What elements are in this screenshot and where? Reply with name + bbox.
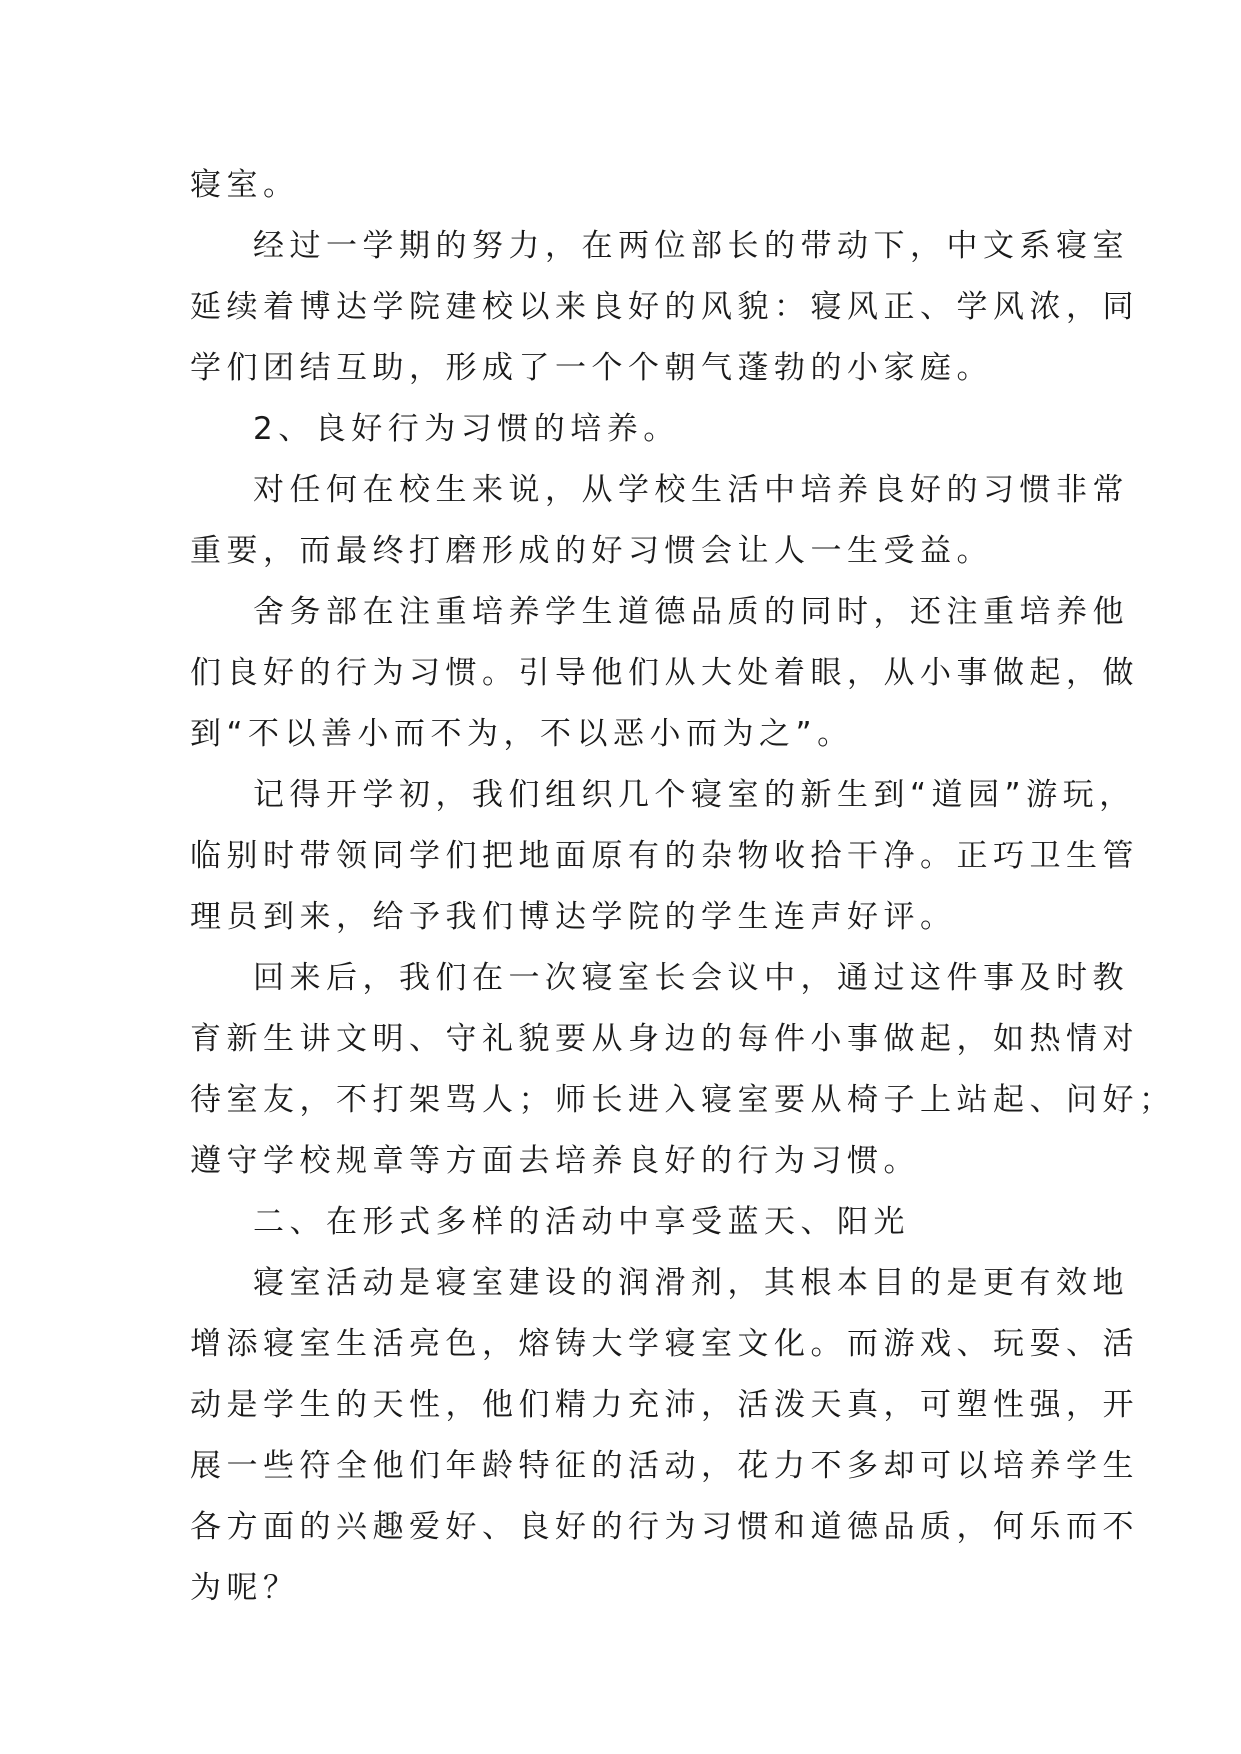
body-text-line: 们良好的行为习惯。引导他们从大处着眼，从小事做起，做	[190, 655, 1139, 691]
body-text-line: 为呢？	[190, 1570, 300, 1606]
body-text-line: 到“不以善小而不为，不以恶小而为之”。	[190, 716, 854, 752]
paragraph-first-line: 记得开学初，我们组织几个寝室的新生到“道园”游玩，	[253, 777, 1136, 813]
body-text-line: 重要，而最终打磨形成的好习惯会让人一生受益。	[190, 533, 993, 569]
body-text-line: 延续着博达学院建校以来良好的风貌：寝风正、学风浓，同	[190, 289, 1139, 325]
section-heading: 二、在形式多样的活动中享受蓝天、阳光	[253, 1204, 910, 1240]
body-text-line: 待室友，不打架骂人；师长进入寝室要从椅子上站起、问好；	[190, 1082, 1176, 1118]
body-text-line: 动是学生的天性，他们精力充沛，活泼天真，可塑性强，开	[190, 1387, 1139, 1423]
body-text-line: 学们团结互助，形成了一个个朝气蓬勃的小家庭。	[190, 350, 993, 386]
body-text-line: 各方面的兴趣爱好、良好的行为习惯和道德品质，何乐而不	[190, 1509, 1139, 1545]
body-text-line: 遵守学校规章等方面去培养良好的行为习惯。	[190, 1143, 920, 1179]
body-text-line: 育新生讲文明、守礼貌要从身边的每件小事做起，如热情对	[190, 1021, 1139, 1057]
paragraph-first-line: 舍务部在注重培养学生道德品质的同时，还注重培养他	[253, 594, 1129, 630]
paragraph-first-line: 经过一学期的努力，在两位部长的带动下，中文系寝室	[253, 228, 1129, 264]
body-text-line: 展一些符全他们年龄特征的活动，花力不多却可以培养学生	[190, 1448, 1139, 1484]
body-text-line: 增添寝室生活亮色，熔铸大学寝室文化。而游戏、玩耍、活	[190, 1326, 1139, 1362]
paragraph-first-line: 对任何在校生来说，从学校生活中培养良好的习惯非常	[253, 472, 1129, 508]
body-text-line: 临别时带领同学们把地面原有的杂物收拾干净。正巧卫生管	[190, 838, 1139, 874]
body-text-line: 寝室。	[190, 167, 300, 203]
section-heading: 2、良好行为习惯的培养。	[253, 411, 680, 447]
document-page	[190, 155, 1176, 1619]
body-text-line: 理员到来，给予我们博达学院的学生连声好评。	[190, 899, 957, 935]
paragraph-first-line: 寝室活动是寝室建设的润滑剂，其根本目的是更有效地	[253, 1265, 1129, 1301]
paragraph-first-line: 回来后，我们在一次寝室长会议中，通过这件事及时教	[253, 960, 1129, 996]
